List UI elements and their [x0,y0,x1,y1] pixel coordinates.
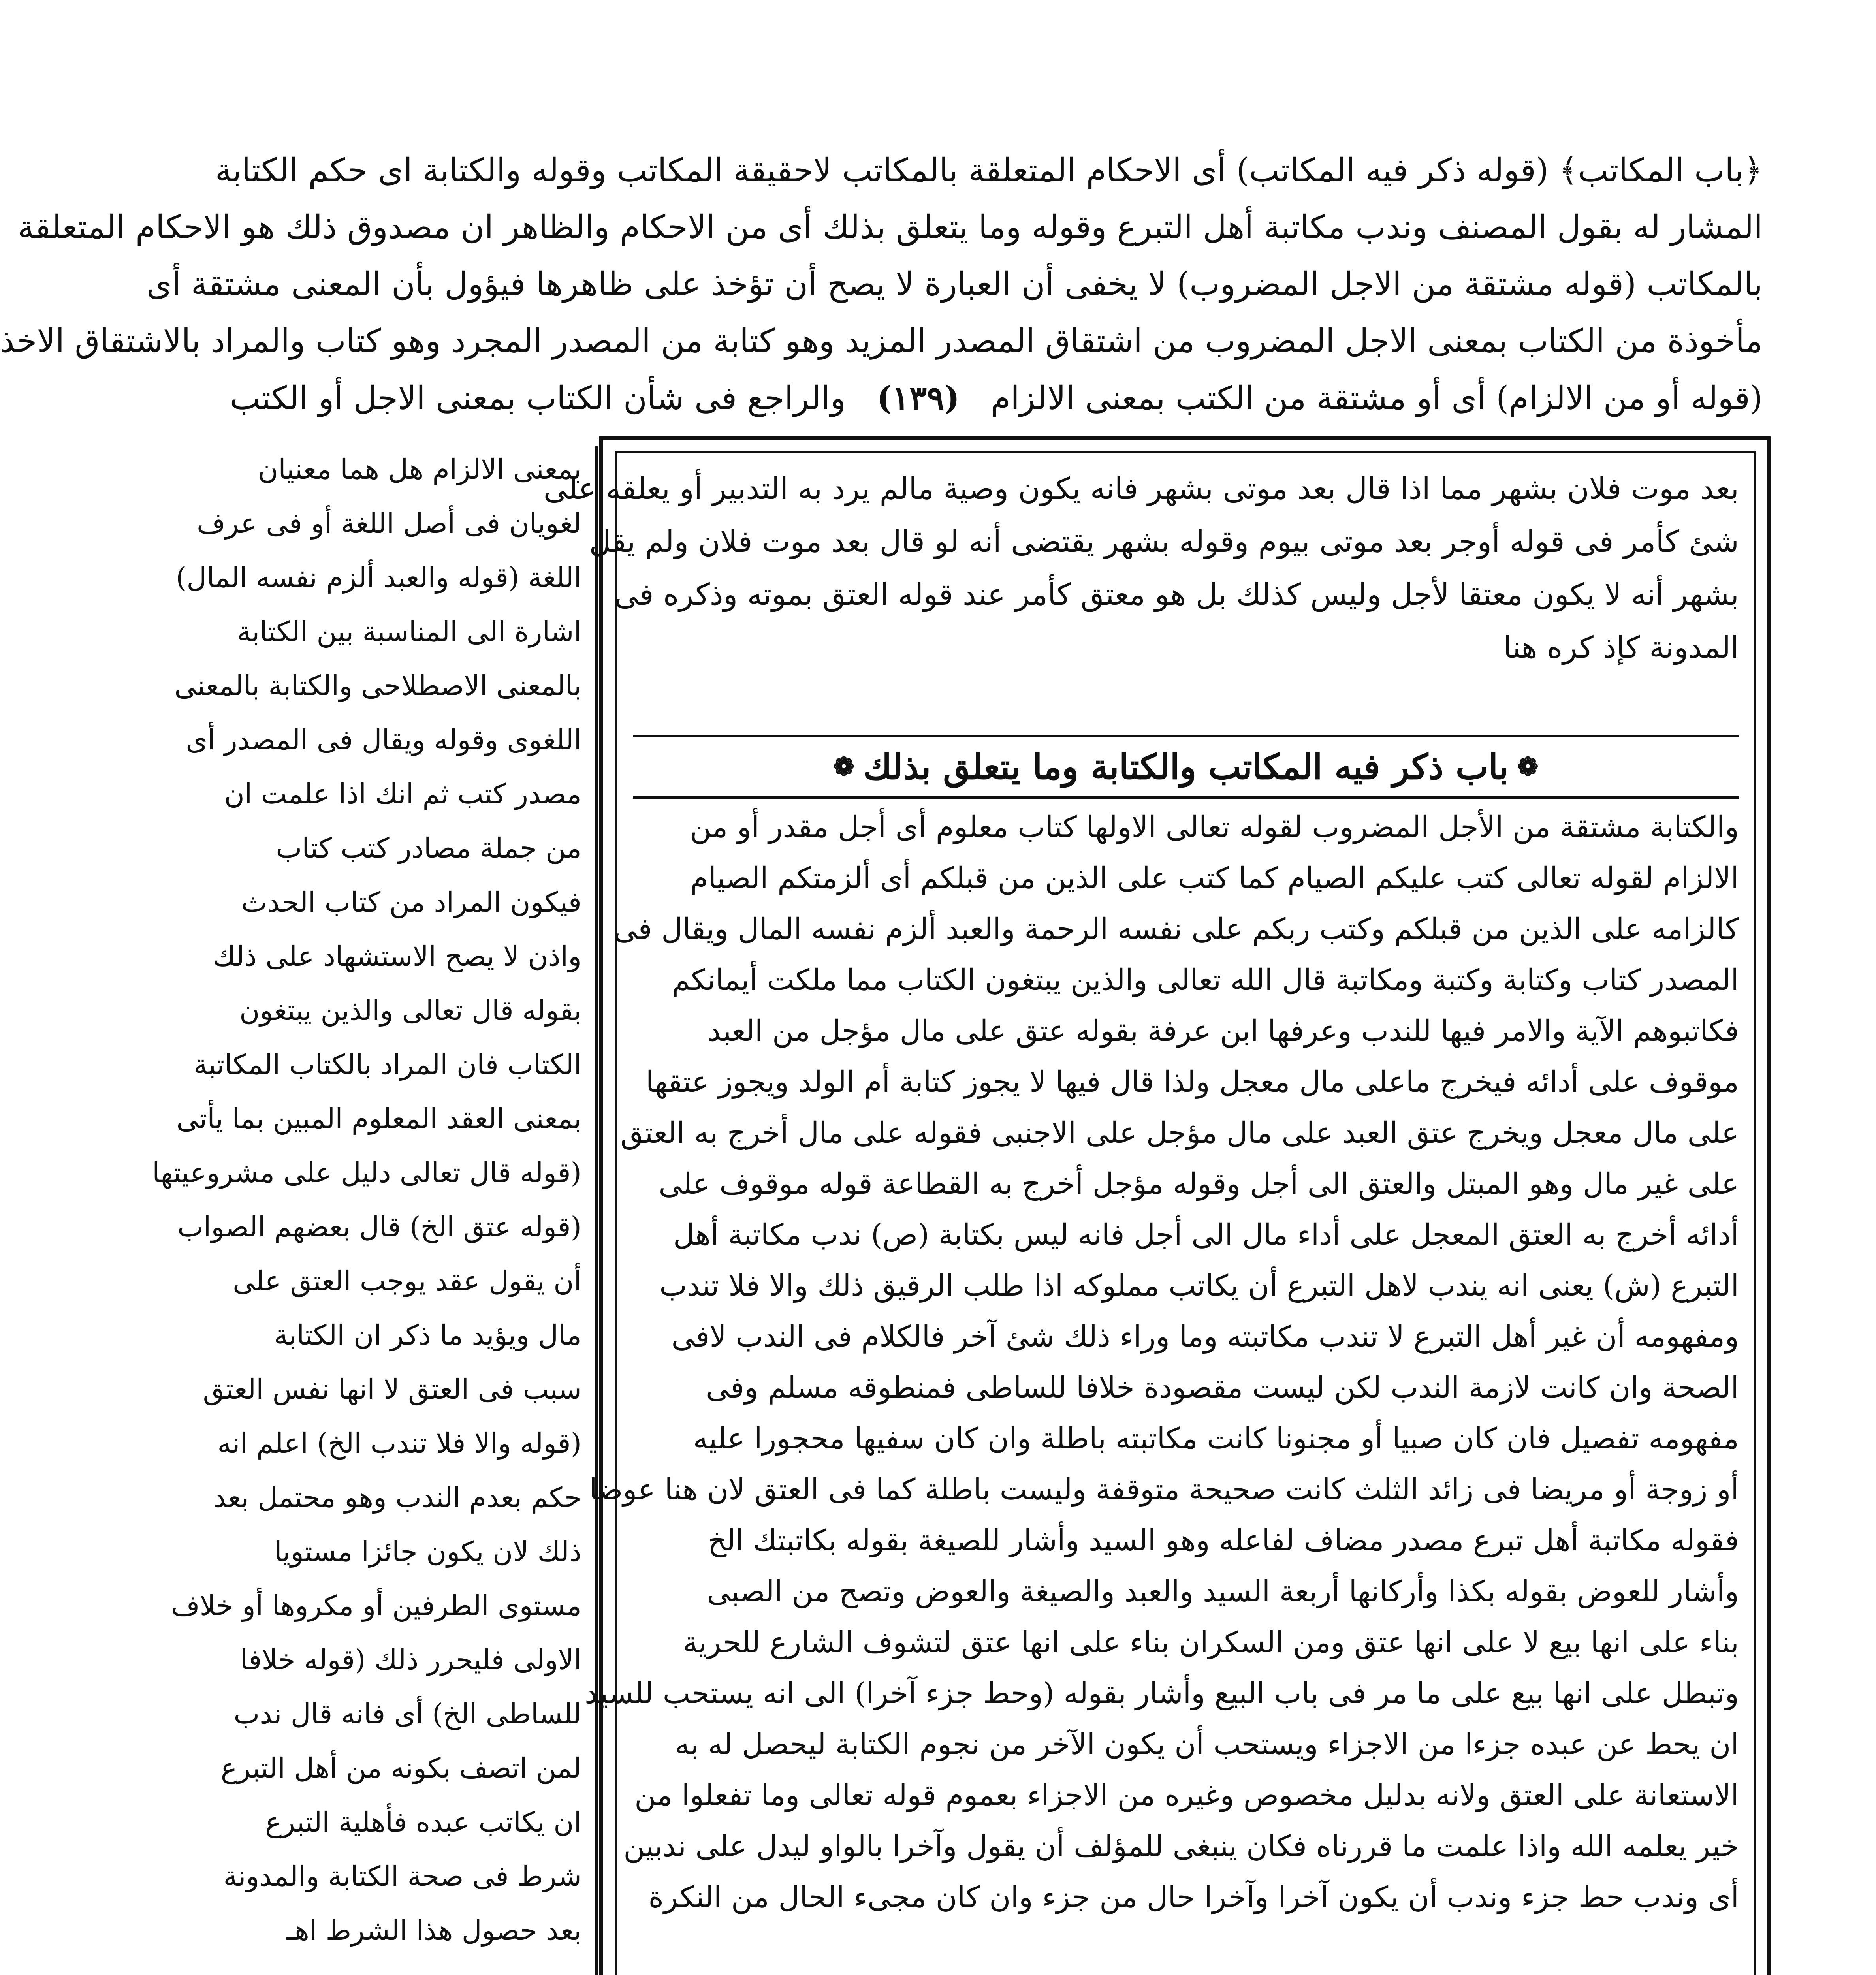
column-divider [595,446,598,1975]
ornament-icon: ❁ [833,752,854,782]
header-line-last [190,370,1763,427]
chapter-title: باب ذكر فيه المكاتب والكتابة وما يتعلق بذلك [863,746,1509,787]
main-line: التبرع (ش) يعنى انه يندب لاهل التبرع أن يكاتب مملوكه اذا طلب الرقيق ذلك والا فلا تندب [659,1269,1739,1303]
margin-line: للساطى الخ) أى فانه قال ندب [233,1698,581,1730]
page-number: (١٣٩) [877,379,960,417]
main-line: وتبطل على انها بيع على ما مر فى باب البيع وأشار بقوله (وحط جزء آخرا) الى انه يستحب للسيد [584,1676,1739,1710]
margin-line: ذلك لان يكون جائزا مستويا [274,1535,581,1568]
main-line: أو زوجة أو مريضا فى زائد الثلث كانت صحيحة متوقفة وليست باطلة كما فى العتق لان هنا عوضا [589,1473,1739,1507]
main-line: بناء على انها بيع لا على انها عتق ومن السكران بناء على انها عتق لتشوف الشارع للحرية [683,1625,1739,1659]
margin-line: سبب فى العتق لا انها نفس العتق [203,1373,581,1405]
main-line: أى وندب حط جزء وندب أن يكون آخرا وآخرا حال من جزء وان كان مجىء الحال من النكرة [648,1880,1739,1914]
margin-line: الاولى فليحرر ذلك (قوله خلافا [240,1644,581,1676]
margin-line: بقوله قال تعالى والذين يبتغون [239,994,581,1027]
margin-line: اشارة الى المناسبة بين الكتابة [237,615,581,648]
main-line: كالزامه على الذين من قبلكم وكتب ربكم على نفسه الرحمة والعبد ألزم نفسه المال ويقال فى [613,912,1739,946]
inner-line: المدونة كإذ كره هنا [1503,630,1739,665]
header-line: بالمكاتب (قوله مشتقة من الاجل المضروب) لا يخفى أن العبارة لا يصح أن تؤخذ على ظاهرها فيؤول بأن المعنى مشتقة أى [146,265,1763,303]
margin-line: واذن لا يصح الاستشهاد على ذلك [213,940,581,972]
main-line: ومفهومه أن غير أهل التبرع لا تندب مكاتبته وما وراء ذلك شئ آخر فالكلام فى الندب لافى [671,1320,1739,1354]
main-text [584,802,1739,1975]
main-line: موقوف على أدائه فيخرج ماعلى مال معجل ولذا قال فيها لا يجوز كتابة أم الولد ويجوز عتقها [645,1065,1739,1099]
margin-line: لغويان فى أصل اللغة أو فى عرف [197,507,581,540]
margin-line: مستوى الطرفين أو مكروها أو خلاف [171,1589,581,1622]
main-line: مفهومه تفصيل فان كان صبيا أو مجنونا كانت مكاتبته باطلة وان كان سفيها محجورا عليه [693,1422,1739,1456]
header-line-tail: والراجع فى شأن الكتاب بمعنى الاجل أو الكتب [230,380,846,417]
margin-line: مال ويؤيد ما ذكر ان الكتابة [274,1319,581,1351]
margin-line: اللغوى وقوله ويقال فى المصدر أى [186,724,581,756]
margin-line: بعد حصول هذا الشرط اهـ [286,1914,581,1947]
main-line: الالزام لقوله تعالى كتب عليكم الصيام كما كتب على الذين من قبلكم أى ألزمتكم الصيام [690,861,1739,895]
margin-line: (قوله عتق الخ) قال بعضهم الصواب [177,1211,581,1243]
main-line: خير يعلمه الله واذا علمت ما قررناه فكان ينبغى للمؤلف أن يقول وآخرا بالواو ليدل على ندبين [623,1829,1739,1863]
margin-line: (قوله قال تعالى دليل على مشروعيتها [152,1157,581,1189]
main-line: ان يحط عن عبده جزءا من الاجزاء ويستحب أن يكون الآخر من نجوم الكتابة ليحصل له به [675,1727,1739,1761]
ornament-icon: ❁ [1517,752,1539,782]
header-line: (قوله أو من الالزام) أى أو مشتقة من الكتب بمعنى الالزام [990,380,1763,417]
main-line: أدائه أخرج به العتق المعجل على أداء مال الى أجل فانه ليس بكتابة (ص) ندب مكاتبة أهل [673,1218,1739,1252]
margin-line: لمن اتصف بكونه من أهل التبرع [220,1752,581,1784]
margin-line: مصدر كتب ثم انك اذا علمت ان [224,778,581,810]
margin-line: بمعنى العقد المعلوم المبين بما يأتى [176,1102,581,1135]
margin-line: اللغة (قوله والعبد ألزم نفسه المال) [176,561,581,594]
margin-line: (قوله والا فلا تندب الخ) اعلم انه [217,1427,581,1460]
main-line: الصحة وان كانت لازمة الندب لكن ليست مقصودة خلافا للساطى فمنطوقه مسلم وفى [706,1371,1739,1405]
header-line: مأخوذة من الكتاب بمعنى الاجل المضروب من اشتقاق المصدر المزيد وهو كتابة من المصدر المجرد وهو كتاب والمراد بالاشتقاق الاخذ [0,322,1763,360]
main-line: والكتابة مشتقة من الأجل المضروب لقوله تعالى الاولها كتاب معلوم أى أجل مقدر أو من [690,810,1739,844]
main-line: على مال معجل ويخرج عتق العبد على مال مؤجل على الاجنبى فقوله على مال أخرج به العتق [620,1116,1739,1150]
inner-line: بعد موت فلان بشهر مما اذا قال بعد موتى بشهر فانه يكون وصية مالم يرد به التدبير أو يعلقه على [543,471,1739,506]
margin-line: أن يقول عقد يوجب العتق على [233,1265,581,1297]
margin-line: بمعنى الالزام هل هما معنيان [258,453,581,485]
header-commentary [0,142,1763,427]
margin-commentary [152,442,581,1975]
margin-line: من جملة مصادر كتب كتاب [276,832,581,864]
main-line: فقوله مكاتبة أهل تبرع مصدر مضاف لفاعله وهو السيد وأشار للصيغة بقوله بكاتبتك الخ [707,1524,1739,1557]
margin-line: فيكون المراد من كتاب الحدث [241,886,581,918]
main-line: على غير مال وهو المبتل والعتق الى أجل وقوله مؤجل أخرج به القطاعة قوله موقوف على [659,1167,1739,1201]
margin-line: شرط فى صحة الكتابة والمدونة [223,1860,581,1892]
main-line: وأشار للعوض بقوله بكذا وأركانها أربعة السيد والعبد والصيغة والعوض وتصح من الصبى [707,1574,1739,1608]
chapter-heading [633,735,1739,799]
margin-line: ان يكاتب عبده فأهلية التبرع [265,1806,581,1838]
margin-line: الكتاب فان المراد بالكتاب المكاتبة [194,1048,581,1081]
main-line: المصدر كتاب وكتابة وكتبة ومكاتبة قال الله تعالى والذين يبتغون الكتاب مما ملكت أيمانكم [672,963,1739,997]
main-line: الاستعانة على العتق ولانه بدليل مخصوص وغيره من الاجزاء بعموم قوله تعالى وما تفعلوا من [634,1778,1739,1812]
header-line: ﴿باب المكاتب﴾ (قوله ذكر فيه المكاتب) أى الاحكام المتعلقة بالمكاتب لاحقيقة المكاتب وقوله والكتابة اى حكم الكتابة [215,152,1763,189]
margin-line: بالمعنى الاصطلاحى والكتابة بالمعنى [174,670,581,702]
inner-line: بشهر أنه لا يكون معتقا لأجل وليس كذلك بل هو معتق كأمر عند قوله العتق بموته وذكره فى [614,577,1739,612]
main-line: فكاتبوهم الآية والامر فيها للندب وعرفها ابن عرفة بقوله عتق على مال مؤجل من العبد [707,1014,1739,1048]
inner-top-text [543,462,1739,731]
inner-line: شئ كأمر فى قوله أوجر بعد موتى بيوم وقوله بشهر يقتضى أنه لو قال بعد موت فلان ولم يقل [589,524,1739,559]
header-line: المشار له بقول المصنف وندب مكاتبة أهل التبرع وقوله وما يتعلق بذلك أى من الاحكام والظاهر ان مصدوق ذلك هو الاحكام المتعلقة [17,209,1763,246]
margin-line: حكم بعدم الندب وهو محتمل بعد [213,1481,581,1514]
